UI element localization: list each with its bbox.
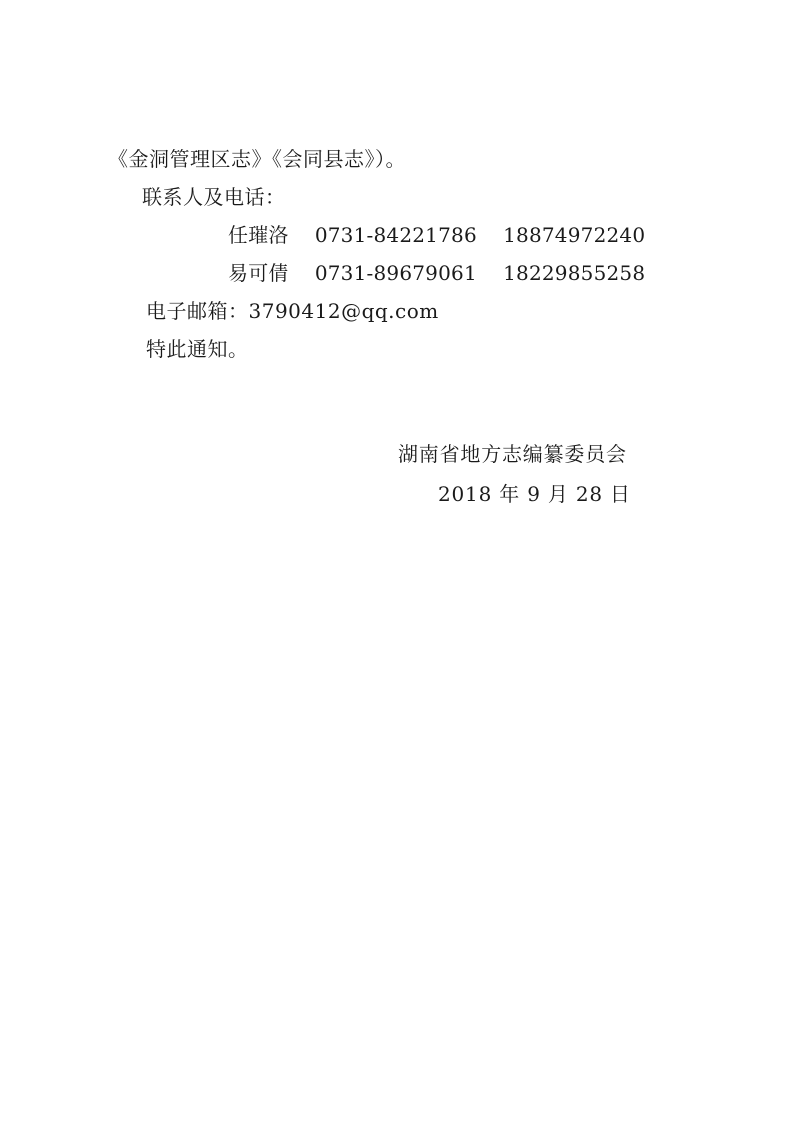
document-body <box>108 140 688 514</box>
paragraph-email: 电子邮箱：3790412@qq.com <box>146 299 439 323</box>
paragraph-opening: 《金洞管理区志》《会同县志》）。 <box>108 147 406 171</box>
signature-date: 2018 年 9 月 28 日 <box>438 482 631 506</box>
signature-block <box>108 434 688 474</box>
contact-person-1: 任璀洛 0731-84221786 18874972240 <box>228 223 646 247</box>
contact-person-2: 易可倩 0731-89679061 18229855258 <box>228 261 646 285</box>
signature-organization: 湖南省地方志编纂委员会 <box>398 442 627 466</box>
paragraph-contact-heading: 联系人及电话： <box>142 185 286 209</box>
signature-spacer <box>108 368 688 434</box>
paragraph-closing: 特此通知。 <box>146 337 249 361</box>
